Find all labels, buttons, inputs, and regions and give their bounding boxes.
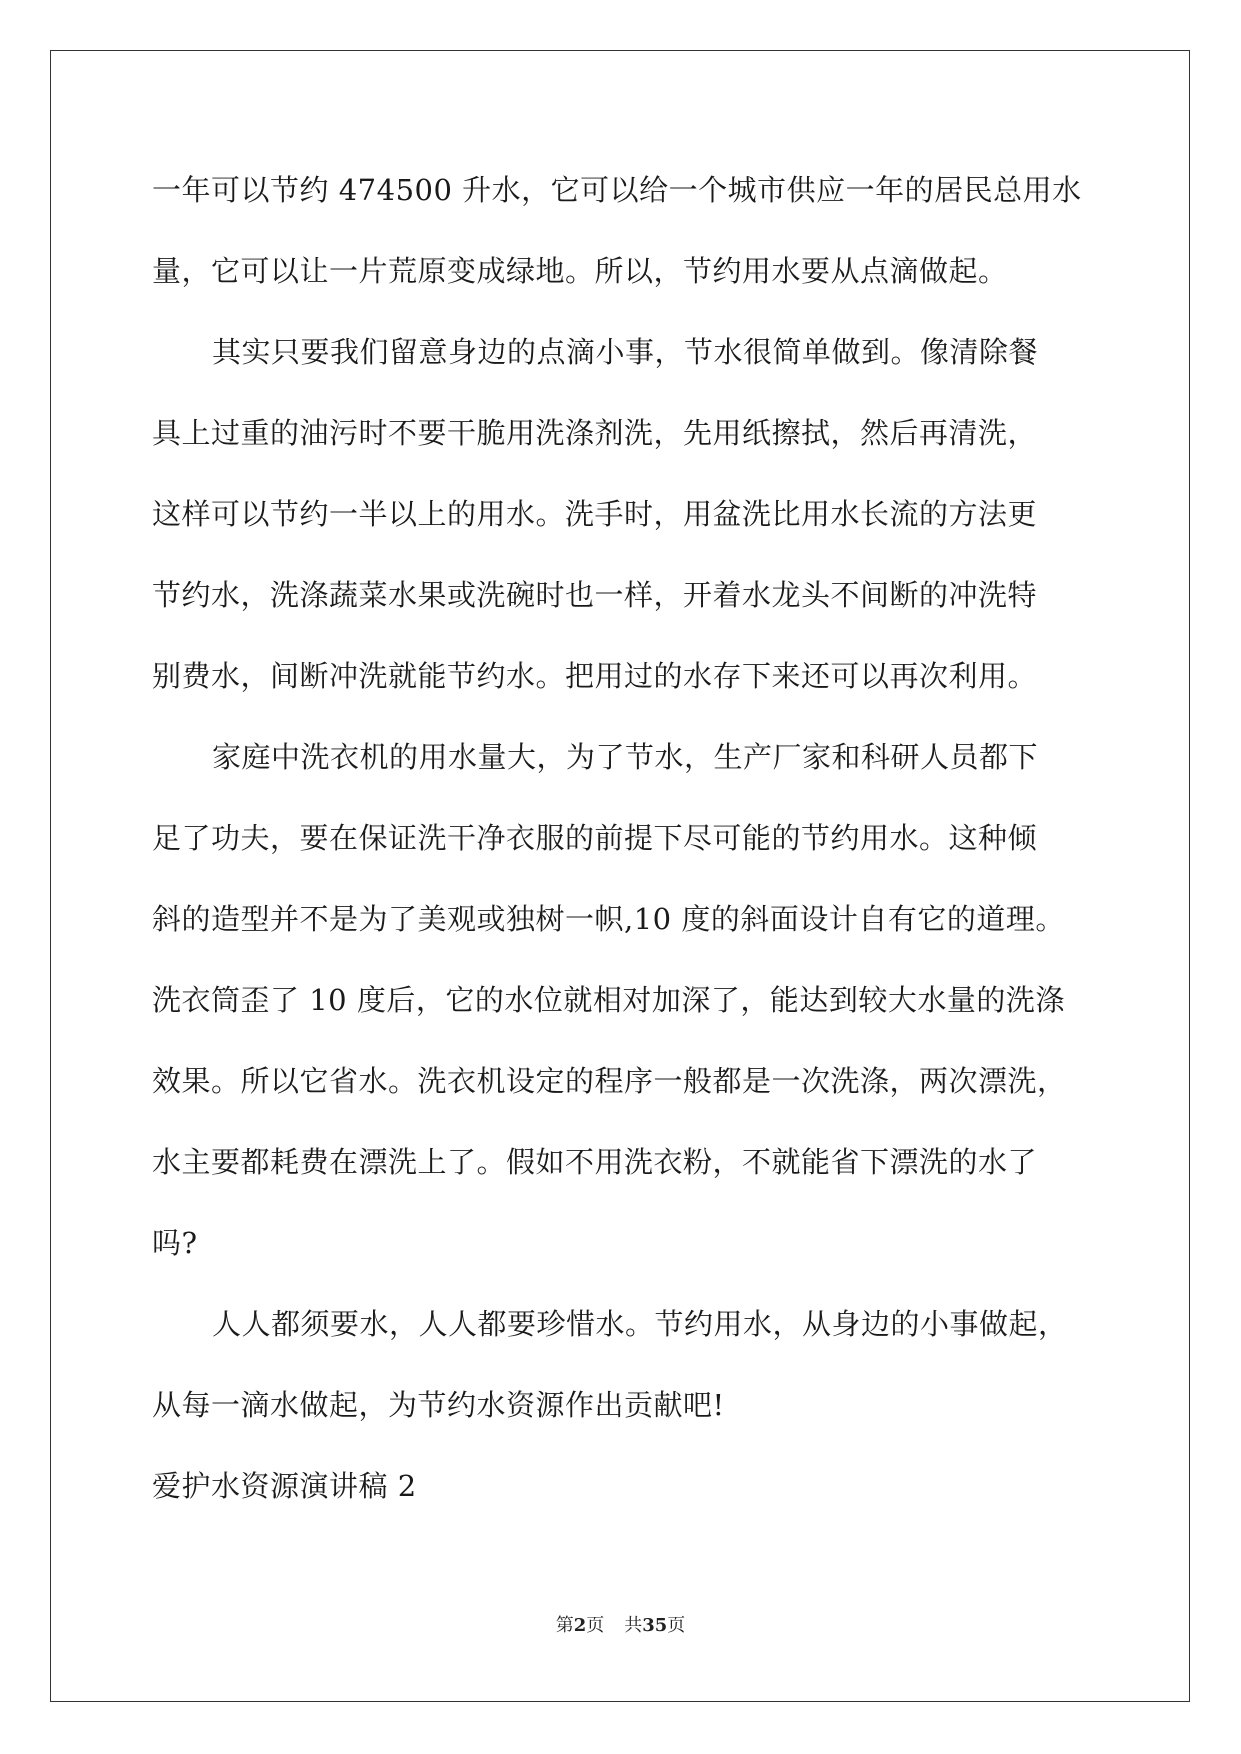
text-line-13: 水主要都耗费在漂洗上了。假如不用洗衣粉，不就能省下漂洗的水了 xyxy=(152,1145,1038,1179)
text-line-16: 从每一滴水做起，为节约水资源作出贡献吧! xyxy=(152,1388,725,1422)
text-line-7: 别费水，间断冲洗就能节约水。把用过的水存下来还可以再次利用。 xyxy=(152,659,1038,693)
text-line-10: 斜的造型并不是为了美观或独树一帜,10 度的斜面设计自有它的道理。 xyxy=(152,902,1065,936)
text-line-6: 节约水，洗涤蔬菜水果或洗碗时也一样，开着水龙头不间断的冲洗特 xyxy=(152,578,1038,612)
text-line-14: 吗? xyxy=(152,1226,198,1260)
paragraph-start: 其实只要我们留意身边的点滴小事，节水很简单做到。像清除餐 xyxy=(212,335,1039,369)
text-line-5: 这样可以节约一半以上的用水。洗手时，用盆洗比用水长流的方法更 xyxy=(152,497,1038,531)
footer-page-label: 页 xyxy=(586,1615,605,1636)
text-line-2: 量，它可以让一片荒原变成绿地。所以，节约用水要从点滴做起。 xyxy=(152,254,1008,288)
text-line-12: 效果。所以它省水。洗衣机设定的程序一般都是一次洗涤，两次漂洗， xyxy=(152,1064,1067,1098)
text-line-1: 一年可以节约 474500 升水，它可以给一个城市供应一年的居民总用水 xyxy=(152,173,1082,207)
total-page-number: 35 xyxy=(642,1615,668,1636)
footer-page-prefix: 第 xyxy=(555,1615,574,1636)
footer-total-prefix: 共 xyxy=(624,1615,643,1636)
page-footer xyxy=(0,1614,1241,1638)
text-line-4: 具上过重的油污时不要干脆用洗涤剂洗，先用纸擦拭，然后再清洗， xyxy=(152,416,1038,450)
text-line-9: 足了功夫，要在保证洗干净衣服的前提下尽可能的节约用水。这种倾 xyxy=(152,821,1038,855)
footer-total-label: 页 xyxy=(667,1615,686,1636)
page-border xyxy=(50,50,1190,1702)
text-line-11: 洗衣筒歪了 10 度后，它的水位就相对加深了，能达到较大水量的洗涤 xyxy=(152,983,1065,1017)
current-page-number: 2 xyxy=(573,1615,587,1636)
paragraph-start: 家庭中洗衣机的用水量大，为了节水，生产厂家和科研人员都下 xyxy=(212,740,1039,774)
section-heading: 爱护水资源演讲稿 2 xyxy=(152,1469,417,1503)
paragraph-start: 人人都须要水，人人都要珍惜水。节约用水，从身边的小事做起， xyxy=(212,1307,1068,1341)
